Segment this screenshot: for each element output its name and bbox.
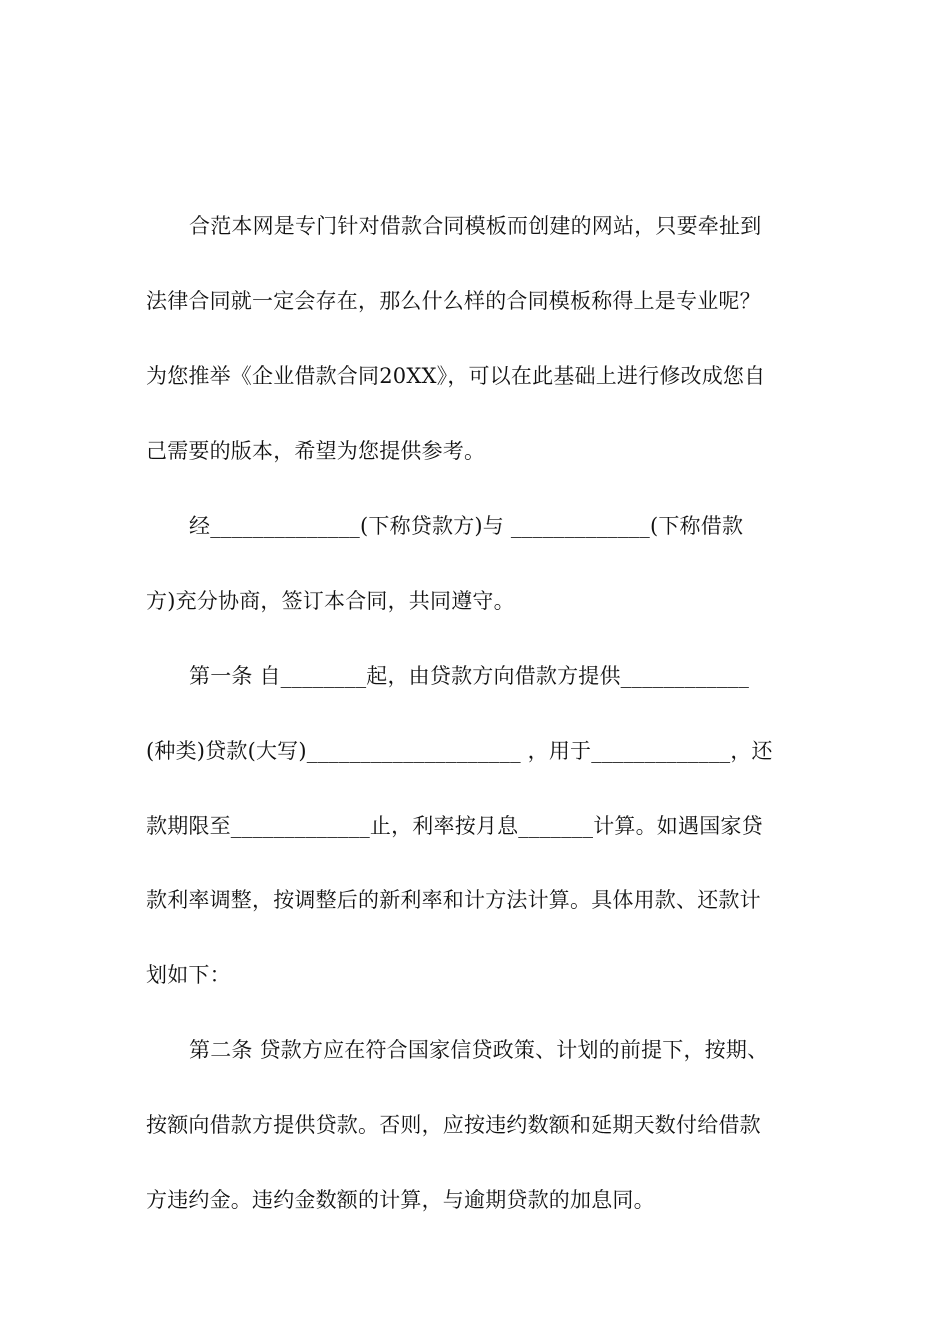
article-2-line-3: 方违约金。违约金数额的计算，与逾期贷款的加息同。: [146, 1188, 655, 1212]
paragraph-intro-line-1: 合范本网是专门针对借款合同模板而创建的网站，只要牵扯到: [189, 214, 762, 238]
article-1-line-3: 款期限至_____________止，利率按月息_______计算。如遇国家贷: [146, 814, 763, 838]
article-1-line-5: 划如下：: [146, 963, 231, 987]
article-1-line-1: 第一条 自________起，由贷款方向借款方提供____________: [189, 664, 750, 688]
paragraph-parties-line-2: 方)充分协商，签订本合同，共同遵守。: [146, 589, 515, 613]
paragraph-intro-line-2: 法律合同就一定会存在，那么什么样的合同模板称得上是专业呢？: [146, 289, 761, 313]
paragraph-parties-line-1: 经______________(下称贷款方)与 _____________(下称借款: [189, 514, 744, 538]
paragraph-intro-line-3: 为您推举《企业借款合同20XX》，可以在此基础上进行修改成您自: [146, 364, 766, 388]
article-2-line-2: 按额向借款方提供贷款。否则，应按违约数额和延期天数付给借款: [146, 1113, 761, 1137]
article-1-line-4: 款利率调整，按调整后的新利率和计方法计算。具体用款、还款计: [146, 888, 761, 912]
paragraph-intro-line-4: 己需要的版本，希望为您提供参考。: [146, 439, 486, 463]
article-2-line-1: 第二条 贷款方应在符合国家信贷政策、计划的前提下，按期、: [189, 1038, 769, 1062]
article-1-line-2: (种类)贷款(大写)____________________ ，用于_____________，还: [146, 739, 773, 763]
